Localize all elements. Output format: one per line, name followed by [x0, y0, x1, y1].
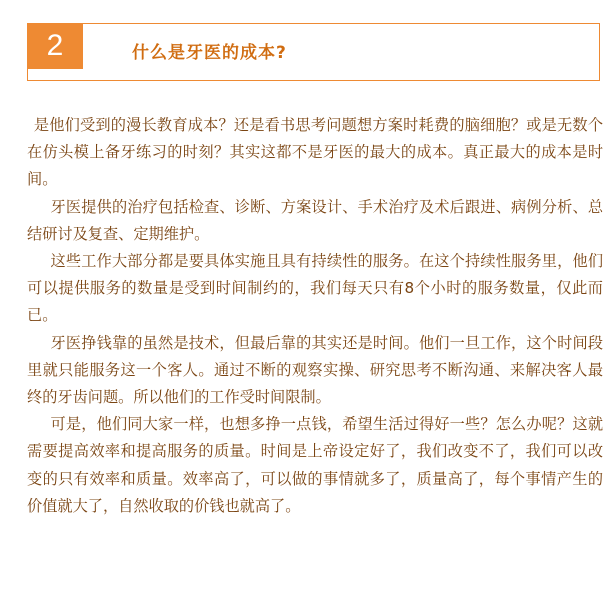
paragraph: 是他们受到的漫长教育成本？还是看书思考问题想方案时耗费的脑细胞？或是无数个在仿头模上备牙练习的时刻？其实这都不是牙医的最大的成本。真正最大的成本是时间。	[27, 116, 603, 189]
section-header-box	[27, 23, 600, 81]
section-title: 什么是牙医的成本?	[132, 43, 287, 63]
paragraph: 牙医提供的治疗包括检查、诊断、方案设计、手术治疗及术后跟进、病例分析、总结研讨及复查、定期维护。	[27, 197, 603, 243]
article-body	[27, 112, 603, 520]
paragraph: 牙医挣钱靠的虽然是技术，但最后靠的其实还是时间。他们一旦工作，这个时间段里就只能服务这一个客人。通过不断的观察实操、研究思考不断沟通、来解决客人最终的牙齿问题。所以他们的工作受时间限制。	[27, 333, 603, 407]
paragraph: 可是，他们同大家一样，也想多挣一点钱，希望生活过得好一些？怎么办呢？这就需要提高效率和提高服务的质量。时间是上帝设定好了，我们改变不了，我们可以改变的只有效率和质量。效率高了，可以做的事情就多了，质量高了，每个事情产生的价值就大了，自然收取的价钱也就高了。	[27, 415, 603, 515]
section-number-badge: 2	[27, 23, 83, 69]
paragraph: 这些工作大部分都是要具体实施且具有持续性的服务。在这个持续性服务里，他们可以提供服务的数量是受到时间制约的，我们每天只有8个小时的服务数量，仅此而已。	[27, 252, 603, 325]
